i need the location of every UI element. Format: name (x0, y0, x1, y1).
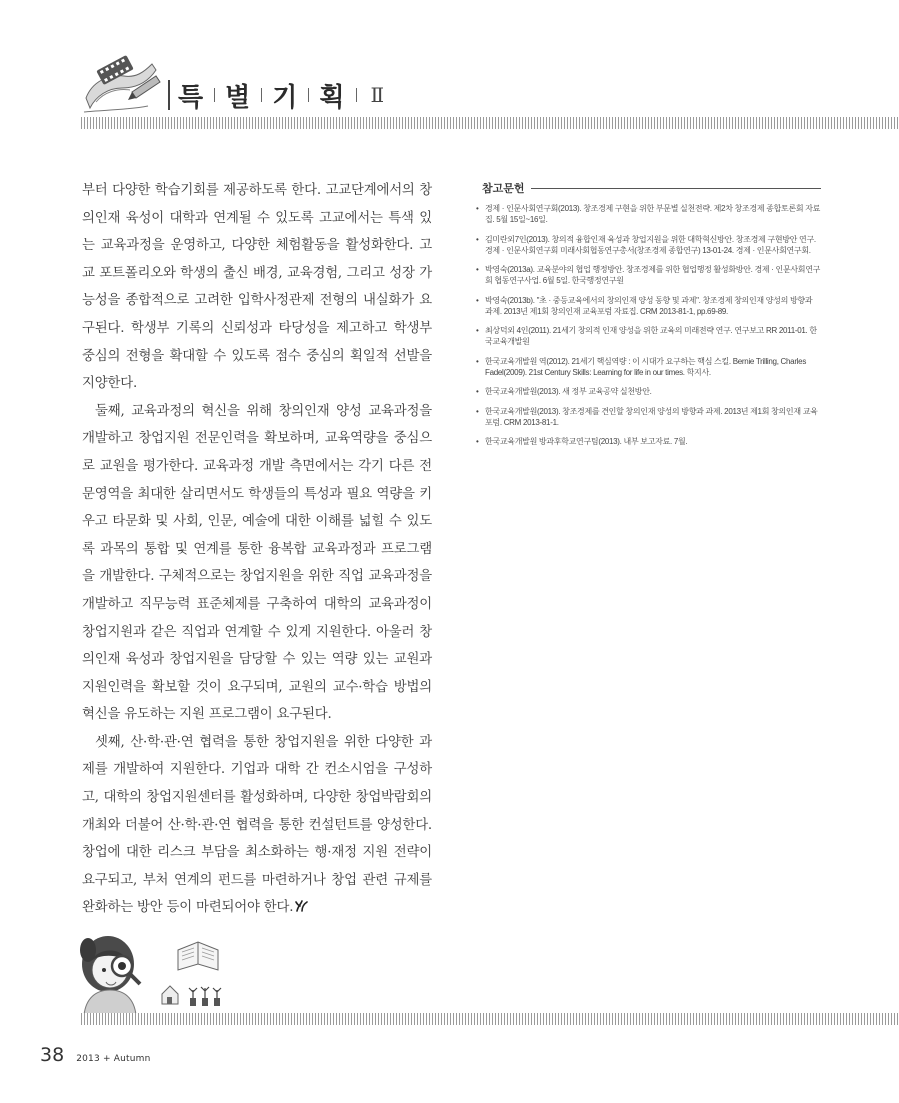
footer-hatch-rule (81, 1013, 899, 1025)
references-list (476, 203, 821, 447)
page-footer (40, 1044, 151, 1066)
reference-item: • 박영숙(2013a). 교육분야의 협업 행정방안. 창조경제를 위한 협업행정 활성화방안. 경제 · 인문사회연구회 협동연구사업. 6월 5일. 한국행정연구원 (476, 264, 821, 286)
title-divider (261, 88, 262, 102)
body-paragraph (82, 729, 432, 922)
title-divider (214, 88, 215, 102)
child-magnifier-illustration (78, 920, 248, 1015)
section-number: Ⅱ (370, 83, 385, 107)
body-column (82, 177, 432, 922)
body-paragraph: 둘째, 교육과정의 혁신을 위해 창의인재 양성 교육과정을 개발하고 창업지원 전문인력을 확보하며, 교육역량을 중심으로 교원을 평가한다. 교육과정 개발 측면에서는 각기 다른 전문영역을 최대한 살리면서도 학생들의 특성과 필요 역량을 키우고 타문화 및 사회, 인문, 예술에 대한 이해를 넓힐 수 있도록 과목의 통합 및 연계를 통한 융복합 교육과정과 프로그램을 개발한다. 구체적으로는 창업지원을 위한 직업 교육과정을 개발하고 직무능력 표준체제를 구축하여 대학의 교육과정이 창업지원과 같은 직업과 연계할 수 있게 지원한다. 아울러 창의인재 육성과 창업지원을 담당할 수 있는 역량 있는 교원과 지원인력을 확보할 것이 요구되며, 교원의 교수·학습 방법의 혁신을 유도하는 지원 프로그램이 요구된다. (82, 403, 432, 723)
reference-item: • 경제 · 인문사회연구회(2013). 창조경제 구현을 위한 부문별 실천전략. 제2차 창조경제 종합토론회 자료집. 5월 15일~16일. (476, 203, 821, 225)
references-heading: 참고문헌 (482, 182, 525, 195)
header-hatch-rule (81, 117, 899, 129)
reference-item: • 한국교육개발원(2013). 새 정부 교육공약 실천방안. (476, 386, 821, 397)
title-char: 기 (272, 82, 299, 113)
page-number: 38 (40, 1044, 65, 1066)
title-divider (308, 88, 309, 102)
sprout-icon (295, 900, 309, 912)
title-divider (356, 88, 357, 102)
issue-label: 2013 + Autumn (76, 1054, 151, 1064)
reference-item: • 한국교육개발원 역(2012). 21세기 핵심역량 : 이 시대가 요구하는 핵심 스킬. Bernie Trilling, Charles Fadel(2009). 21st Century Skills: Learning for life in our times. 학지사. (476, 356, 821, 378)
reference-item: • 최상덕외 4인(2011). 21세기 창의적 인재 양성을 위한 교육의 미래전략 연구. 연구보고 RR 2011-01. 한국교육개발원 (476, 325, 821, 347)
title-char: 별 (225, 82, 252, 113)
body-paragraph: 부터 다양한 학습기회를 제공하도록 한다. 고교단계에서의 창의인재 육성이 대학과 연계될 수 있도록 고교에서는 특색 있는 교육과정을 운영하고, 다양한 체험활동을 활성화한다. 고교 포트폴리오와 학생의 출신 배경, 교육경험, 그리고 성장 가능성을 종합적으로 고려한 입학사정관제 전형의 내실화가 요구된다. 학생부 기록의 신뢰성과 타당성을 제고하고 학생부 중심의 전형을 확대할 수 있도록 점수 중심의 획일적 선발을 지양한다. (82, 183, 432, 392)
film-scroll-pencil-icon (78, 52, 162, 118)
references-header (476, 180, 821, 196)
title-char: 획 (319, 82, 346, 113)
title-lead-bar (168, 80, 170, 110)
references-section (476, 180, 821, 456)
references-rule (531, 188, 821, 189)
reference-item: • 한국교육개발원 방과후학교연구팀(2013). 내부 보고자료. 7월. (476, 436, 821, 447)
reference-item: • 한국교육개발원(2013). 창조경제를 견인할 창의인재 양성의 방향과 과제. 2013년 제1회 창의인재 교육포럼. CRM 2013-81-1. (476, 406, 821, 428)
title-char: 특 (178, 82, 205, 113)
reference-item: • 박영숙(2013b). "초 · 중등교육에서의 창의인재 양성 동향 및 과제". 창조경제 창의인재 양성의 방향과 과제. 2013년 제1회 창의인재 교육포럼 자료집. CRM 2013-81-1, pp.69-89. (476, 295, 821, 317)
reference-item: • 김미란외7인(2013). 창의적 융합인재 육성과 창업지원을 위한 대학혁신방안. 창조경제 구현방안 연구. 경제 · 인문사회연구회 미래사회협동연구총서(창조경제 종합연구) 13-01-24. 경제 · 인문사회연구회. (476, 234, 821, 256)
section-title (168, 77, 384, 113)
body-paragraph-text: 셋째, 산·학·관·연 협력을 통한 창업지원을 위한 다양한 과제를 개발하여 지원한다. 기업과 대학 간 컨소시엄을 구성하고, 대학의 창업지원센터를 활성화하며, 다양한 창업박람회의 개최와 더불어 산·학·관·연 협력을 통한 컨설턴트를 양성한다. 창업에 대한 리스크 부담을 최소화하는 행·재정 지원 전략이 요구되고, 부처 연계의 펀드를 마련하거나 창업 관련 규제를 완화하는 방안 등이 마련되어야 한다. (82, 734, 432, 916)
